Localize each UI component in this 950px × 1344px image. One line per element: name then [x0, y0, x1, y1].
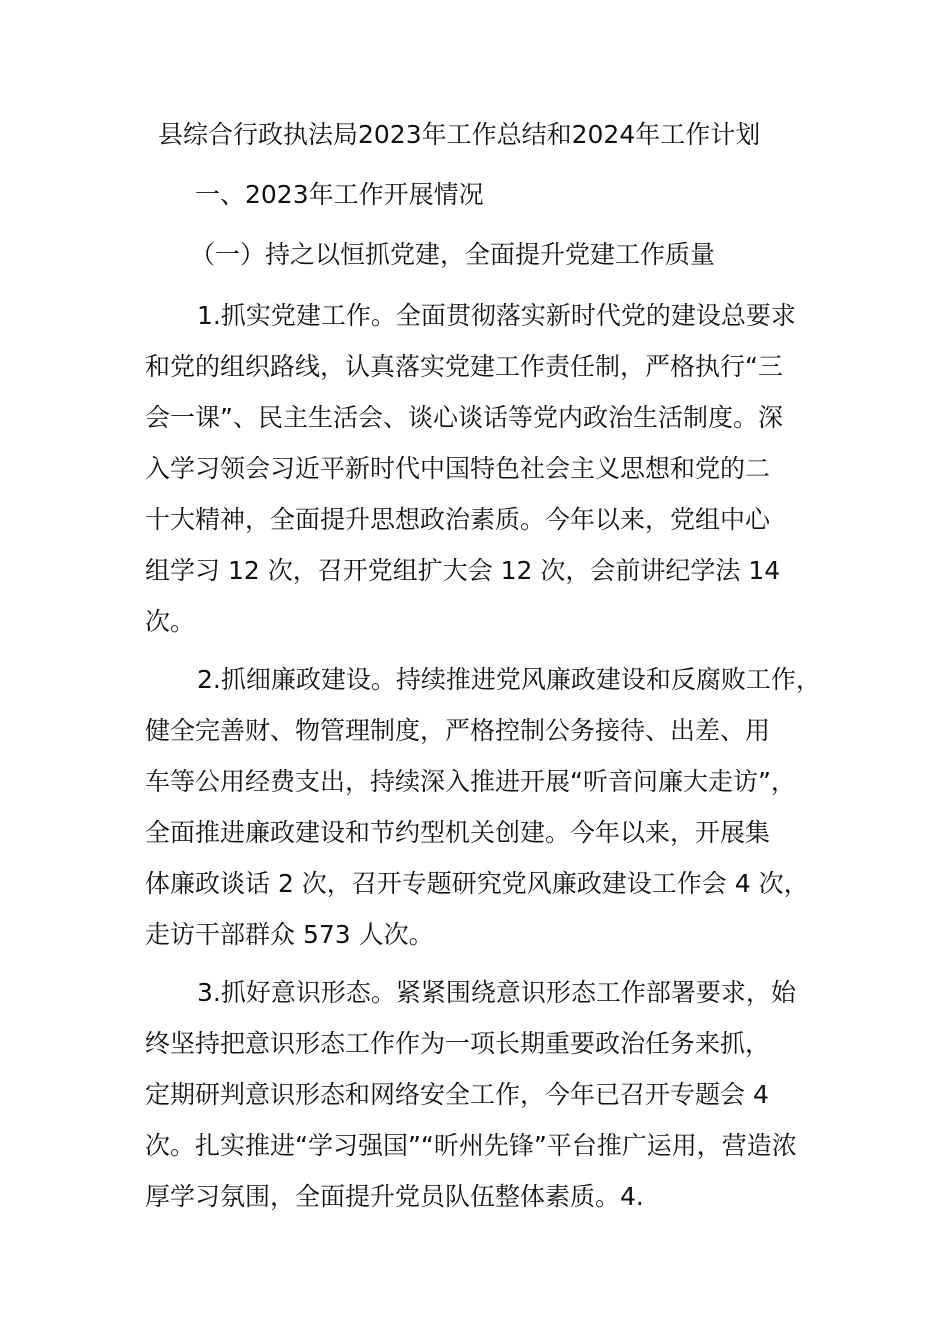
paragraph-line: 会一课”、民主生活会、谈心谈话等党内政治生活制度。深	[145, 403, 783, 432]
paragraph-line: 厚学习氛围，全面提升党员队伍整体素质。4.	[145, 1182, 644, 1211]
paragraph-line: 十大精神，全面提升思想政治素质。今年以来，党组中心	[145, 505, 771, 534]
paragraph-line: 定期研判意识形态和网络安全工作，今年已召开专题会 4	[145, 1080, 769, 1109]
paragraph-line: 次。扎实推进“学习强国”“昕州先锋”平台推广运用，营造浓	[145, 1131, 797, 1160]
paragraph-line: 次。	[145, 607, 196, 636]
paragraph-line: 体廉政谈话 2 次，召开专题研究党风廉政建设工作会 4 次，	[145, 869, 809, 898]
subsection-heading: （一）持之以恒抓党建，全面提升党建工作质量	[190, 240, 716, 269]
paragraph-line: 车等公用经费支出，持续深入推进开展“听音问廉大走访”，	[145, 767, 796, 796]
paragraph-line: 走访干部群众 573 人次。	[145, 920, 434, 949]
paragraph-line: 和党的组织路线，认真落实党建工作责任制，严格执行“三	[145, 352, 783, 381]
paragraph-line: 3.抓好意识形态。紧紧围绕意识形态工作部署要求，始	[197, 978, 796, 1007]
paragraph-line: 终坚持把意识形态工作作为一项长期重要政治任务来抓，	[145, 1029, 771, 1058]
document-title: 县综合行政执法局2023年工作总结和2024年工作计划	[158, 120, 761, 149]
paragraph-integrity-building	[145, 654, 835, 960]
paragraph-line: 组学习 12 次，召开党组扩大会 12 次，会前讲纪学法 14	[145, 556, 781, 585]
paragraph-line: 1.抓实党建工作。全面贯彻落实新时代党的建设总要求	[197, 301, 796, 330]
paragraph-line: 健全完善财、物管理制度，严格控制公务接待、出差、用	[145, 716, 771, 745]
paragraph-line: 2.抓细廉政建设。持续推进党风廉政建设和反腐败工作，	[197, 665, 821, 694]
paragraph-line: 全面推进廉政建设和节约型机关创建。今年以来，开展集	[145, 818, 771, 847]
paragraph-party-building	[145, 290, 835, 647]
paragraph-ideology	[145, 967, 835, 1222]
paragraph-line: 入学习领会习近平新时代中国特色社会主义思想和党的二	[145, 454, 771, 483]
section-heading: 一、2023年工作开展情况	[195, 180, 484, 209]
